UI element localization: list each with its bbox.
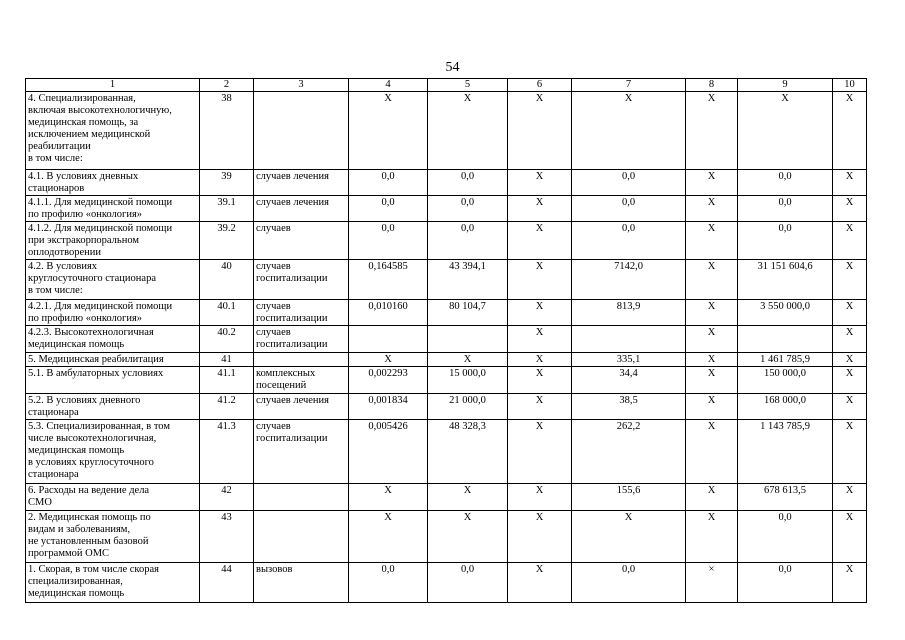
col-8-value: X (686, 170, 738, 196)
table-row (26, 484, 867, 511)
col-6-value: X (508, 92, 572, 170)
total-cost: 31 151 604,6 (738, 260, 833, 300)
norm-cost: X (428, 92, 508, 170)
indicator-name: 5.2. В условиях дневного стационара (26, 394, 200, 420)
row-code: 40.1 (200, 300, 254, 326)
col-10-value: X (833, 511, 867, 563)
table-row (26, 563, 867, 603)
table-row (26, 300, 867, 326)
col-6-value: X (508, 196, 572, 222)
indicator-name: 5. Медицинская реабилитация (26, 353, 200, 367)
col-8-value: X (686, 484, 738, 511)
indicator-name: 4.2.3. Высокотехнологичная медицинская помощь (26, 326, 200, 353)
col-8-value: X (686, 394, 738, 420)
norm-cost: 0,0 (428, 196, 508, 222)
norm-volume: X (349, 92, 428, 170)
norm-volume: 0,0 (349, 196, 428, 222)
row-code: 39.1 (200, 196, 254, 222)
norm-cost: X (428, 484, 508, 511)
col-8-value: X (686, 353, 738, 367)
col-10-value: X (833, 394, 867, 420)
table-body (26, 79, 867, 603)
unit (254, 353, 349, 367)
total-cost: 1 143 785,9 (738, 420, 833, 484)
unit: случаев госпитализации (254, 300, 349, 326)
col-8-value: X (686, 196, 738, 222)
per-capita-norm: 0,0 (572, 563, 686, 603)
unit: случаев госпитализации (254, 420, 349, 484)
per-capita-norm: X (572, 511, 686, 563)
col-10-value: X (833, 222, 867, 260)
norm-volume: X (349, 353, 428, 367)
col-10-value: X (833, 300, 867, 326)
norm-cost: 0,0 (428, 170, 508, 196)
table-row (26, 260, 867, 300)
total-cost: 3 550 000,0 (738, 300, 833, 326)
col-10-value: X (833, 420, 867, 484)
table-row (26, 170, 867, 196)
col-6-value: X (508, 563, 572, 603)
unit: случаев лечения (254, 196, 349, 222)
col-6-value: X (508, 222, 572, 260)
norm-cost: X (428, 511, 508, 563)
total-cost: 1 461 785,9 (738, 353, 833, 367)
unit (254, 92, 349, 170)
per-capita-norm: 813,9 (572, 300, 686, 326)
norm-volume: 0,001834 (349, 394, 428, 420)
norm-cost (428, 326, 508, 353)
total-cost: 0,0 (738, 196, 833, 222)
table-row (26, 222, 867, 260)
table-row (26, 353, 867, 367)
norm-volume: 0,002293 (349, 367, 428, 394)
col-8-value: X (686, 420, 738, 484)
unit: вызовов (254, 563, 349, 603)
col-8-value: X (686, 260, 738, 300)
column-header: 9 (738, 79, 833, 92)
per-capita-norm: 262,2 (572, 420, 686, 484)
col-6-value: X (508, 326, 572, 353)
total-cost: 0,0 (738, 511, 833, 563)
column-header: 2 (200, 79, 254, 92)
total-cost: 0,0 (738, 563, 833, 603)
col-6-value: X (508, 511, 572, 563)
column-header: 4 (349, 79, 428, 92)
indicator-name: 4.1. В условиях дневных стационаров (26, 170, 200, 196)
column-header: 8 (686, 79, 738, 92)
unit: случаев (254, 222, 349, 260)
total-cost: X (738, 92, 833, 170)
per-capita-norm: 335,1 (572, 353, 686, 367)
row-code: 44 (200, 563, 254, 603)
row-code: 41 (200, 353, 254, 367)
col-10-value: X (833, 484, 867, 511)
norm-volume: 0,010160 (349, 300, 428, 326)
row-code: 40 (200, 260, 254, 300)
col-10-value: X (833, 196, 867, 222)
col-6-value: X (508, 300, 572, 326)
indicator-name: 5.1. В амбулаторных условиях (26, 367, 200, 394)
indicator-name: 6. Расходы на ведение дела СМО (26, 484, 200, 511)
indicator-name: 4.2.1. Для медицинской помощи по профилю «онкология» (26, 300, 200, 326)
unit: комплексных посещений (254, 367, 349, 394)
column-header: 5 (428, 79, 508, 92)
total-cost: 168 000,0 (738, 394, 833, 420)
per-capita-norm: 0,0 (572, 170, 686, 196)
norm-volume: X (349, 511, 428, 563)
unit: случаев лечения (254, 170, 349, 196)
table-row (26, 394, 867, 420)
unit (254, 511, 349, 563)
col-6-value: X (508, 260, 572, 300)
table-row (26, 326, 867, 353)
col-8-value: X (686, 511, 738, 563)
column-header: 10 (833, 79, 867, 92)
norm-volume: 0,164585 (349, 260, 428, 300)
table-row (26, 92, 867, 170)
total-cost: 0,0 (738, 222, 833, 260)
page-number: 54 (445, 60, 460, 75)
unit (254, 484, 349, 511)
norm-volume: 0,0 (349, 563, 428, 603)
row-code: 38 (200, 92, 254, 170)
unit: случаев госпитализации (254, 326, 349, 353)
per-capita-norm: 7142,0 (572, 260, 686, 300)
col-8-value: X (686, 367, 738, 394)
norm-cost: 15 000,0 (428, 367, 508, 394)
table-row (26, 367, 867, 394)
per-capita-norm: 34,4 (572, 367, 686, 394)
row-code: 41.3 (200, 420, 254, 484)
per-capita-norm: 0,0 (572, 222, 686, 260)
per-capita-norm: 38,5 (572, 394, 686, 420)
column-header: 7 (572, 79, 686, 92)
total-cost: 150 000,0 (738, 367, 833, 394)
norm-cost: 80 104,7 (428, 300, 508, 326)
indicator-name: 5.3. Специализированная, в том числе высокотехнологичная, медицинская помощь в условиях круглосуточного стационара (26, 420, 200, 484)
per-capita-norm: 155,6 (572, 484, 686, 511)
table-row (26, 420, 867, 484)
row-code: 41.1 (200, 367, 254, 394)
total-cost: 678 613,5 (738, 484, 833, 511)
norm-volume: X (349, 484, 428, 511)
row-code: 39 (200, 170, 254, 196)
col-10-value: X (833, 170, 867, 196)
indicator-name: 2. Медицинская помощь по видам и заболеваниям, не установленным базовой программой ОМС (26, 511, 200, 563)
row-code: 41.2 (200, 394, 254, 420)
col-6-value: X (508, 367, 572, 394)
row-code: 39.2 (200, 222, 254, 260)
norm-volume: 0,0 (349, 222, 428, 260)
col-10-value: X (833, 92, 867, 170)
col-8-value: X (686, 92, 738, 170)
norm-cost: 0,0 (428, 222, 508, 260)
col-6-value: X (508, 420, 572, 484)
norm-volume: 0,0 (349, 170, 428, 196)
row-code: 42 (200, 484, 254, 511)
indicator-name: 4.1.2. Для медицинской помощи при экстракорпоральном оплодотворении (26, 222, 200, 260)
row-code: 43 (200, 511, 254, 563)
col-10-value: X (833, 563, 867, 603)
row-code: 40.2 (200, 326, 254, 353)
col-8-value: × (686, 563, 738, 603)
data-table (25, 78, 867, 603)
table-row (26, 196, 867, 222)
norm-cost: 0,0 (428, 563, 508, 603)
col-8-value: X (686, 300, 738, 326)
col-6-value: X (508, 353, 572, 367)
col-10-value: X (833, 260, 867, 300)
column-header: 1 (26, 79, 200, 92)
column-header: 3 (254, 79, 349, 92)
total-cost: 0,0 (738, 170, 833, 196)
col-6-value: X (508, 484, 572, 511)
norm-cost: 43 394,1 (428, 260, 508, 300)
col-8-value: X (686, 326, 738, 353)
col-10-value: X (833, 367, 867, 394)
total-cost (738, 326, 833, 353)
indicator-name: 4.1.1. Для медицинской помощи по профилю «онкология» (26, 196, 200, 222)
col-6-value: X (508, 394, 572, 420)
norm-cost: 21 000,0 (428, 394, 508, 420)
norm-cost: 48 328,3 (428, 420, 508, 484)
indicator-name: 4. Специализированная, включая высокотехнологичную, медицинская помощь, за исключением медицинской реабилитации в том числе: (26, 92, 200, 170)
norm-volume: 0,005426 (349, 420, 428, 484)
unit: случаев лечения (254, 394, 349, 420)
column-header: 6 (508, 79, 572, 92)
col-10-value: X (833, 326, 867, 353)
norm-cost: X (428, 353, 508, 367)
indicator-name: 4.2. В условиях круглосуточного стационара в том числе: (26, 260, 200, 300)
per-capita-norm (572, 326, 686, 353)
col-8-value: X (686, 222, 738, 260)
col-6-value: X (508, 170, 572, 196)
norm-volume (349, 326, 428, 353)
per-capita-norm: 0,0 (572, 196, 686, 222)
table-row (26, 511, 867, 563)
per-capita-norm: X (572, 92, 686, 170)
indicator-name: 1. Скорая, в том числе скорая специализированная, медицинская помощь (26, 563, 200, 603)
unit: случаев госпитализации (254, 260, 349, 300)
col-10-value: X (833, 353, 867, 367)
table-header-row (26, 79, 867, 92)
